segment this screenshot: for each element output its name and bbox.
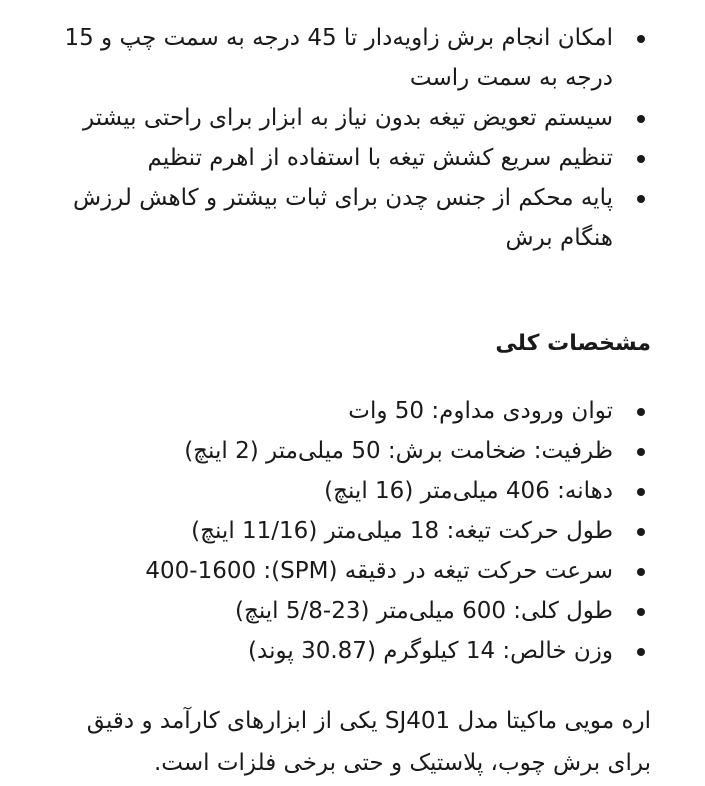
spec-text: ظرفیت: ضخامت برش: 50 میلی‌متر (2 اینچ) <box>184 438 613 464</box>
description-paragraph: اره مویی ماکیتا مدل SJ401 یکی از ابزارهای کارآمد و دقیق برای برش چوب، پلاستیک و حتی برخی فلزات است. <box>86 708 651 776</box>
feature-text: تنظیم سریع کشش تیغه با استفاده از اهرم تنظیم <box>147 145 613 171</box>
bullet-icon <box>637 155 645 163</box>
spec-item <box>13 511 645 551</box>
feature-item <box>13 178 645 258</box>
feature-text: امکان انجام برش زاویه‌دار تا 45 درجه به سمت چپ و 15 درجه به سمت راست <box>64 25 613 91</box>
spec-text: توان ورودی مداوم: 50 وات <box>348 398 613 424</box>
features-list <box>13 18 613 258</box>
bullet-icon <box>637 568 645 576</box>
spec-text: طول حرکت تیغه: 18 میلی‌متر (11/16 اینچ) <box>191 518 613 544</box>
bullet-icon <box>637 608 645 616</box>
bullet-icon <box>637 115 645 123</box>
feature-text: پایه محکم از جنس چدن برای ثبات بیشتر و کاهش لرزش هنگام برش <box>73 185 613 251</box>
feature-item <box>13 138 645 178</box>
bullet-icon <box>637 488 645 496</box>
feature-item <box>13 98 645 138</box>
spec-item <box>13 591 645 631</box>
spec-item <box>13 431 645 471</box>
spec-item <box>13 471 645 511</box>
bullet-icon <box>637 408 645 416</box>
spec-item <box>13 631 645 671</box>
bullet-icon <box>637 195 645 203</box>
bullet-icon <box>637 448 645 456</box>
spec-text: دهانه: 406 میلی‌متر (16 اینچ) <box>324 478 613 504</box>
spec-item <box>13 551 645 591</box>
bullet-icon <box>637 35 645 43</box>
bullet-icon <box>637 648 645 656</box>
spec-text: طول کلی: 600 میلی‌متر (23-5/8 اینچ) <box>235 598 613 624</box>
spec-item <box>13 391 645 431</box>
bullet-icon <box>637 528 645 536</box>
specs-list <box>13 391 613 671</box>
spec-text: وزن خالص: 14 کیلوگرم (30.87 پوند) <box>248 638 613 664</box>
specs-heading: مشخصات کلی <box>495 331 651 356</box>
feature-text: سیستم تعویض تیغه بدون نیاز به ابزار برای راحتی بیشتر <box>83 105 613 131</box>
feature-item <box>13 18 645 98</box>
spec-text: سرعت حرکت تیغه در دقیقه (SPM): 400-1600 <box>145 558 613 584</box>
